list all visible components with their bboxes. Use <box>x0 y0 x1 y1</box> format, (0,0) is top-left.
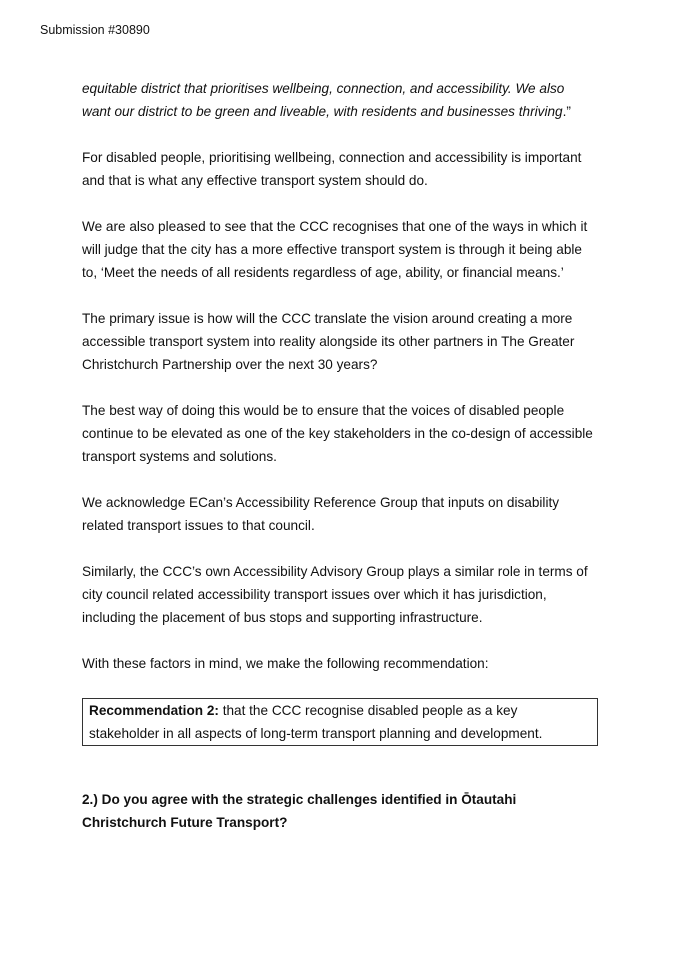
quote-line-italic: want our district to be green and liveable, with residents and businesses thriving <box>82 104 563 119</box>
question-line: Christchurch Future Transport? <box>82 815 288 830</box>
text-line: transport systems and solutions. <box>82 449 277 464</box>
quote-line: equitable district that prioritises wellbeing, connection, and accessibility. We also <box>82 81 565 96</box>
paragraph-ecan <box>82 491 602 537</box>
paragraph-factors <box>82 652 602 675</box>
text-line: will judge that the city has a more effective transport system is through it being able <box>82 242 582 257</box>
text-line: For disabled people, prioritising wellbeing, connection and accessibility is important <box>82 150 582 165</box>
text-line: The best way of doing this would be to ensure that the voices of disabled people <box>82 403 565 418</box>
recommendation-text: that the CCC recognise disabled people as a key <box>218 703 518 718</box>
paragraph-primary-issue <box>82 307 602 376</box>
recommendation-label: Recommendation 2: <box>89 703 219 718</box>
question-line: 2.) Do you agree with the strategic challenges identified in Ōtautahi <box>82 792 517 807</box>
recommendation-box <box>82 698 598 746</box>
text-line: city council related accessibility transport issues over which it has jurisdiction, <box>82 587 547 602</box>
text-line: Christchurch Partnership over the next 30 years? <box>82 357 378 372</box>
document-body <box>82 77 602 834</box>
text-line: accessible transport system into reality alongside its other partners in The Greater <box>82 334 575 349</box>
paragraph-advisory-group <box>82 560 602 629</box>
recommendation-line <box>89 699 591 722</box>
paragraph-wellbeing <box>82 146 602 192</box>
quote-line <box>82 100 602 123</box>
text-line: We acknowledge ECan’s Accessibility Reference Group that inputs on disability <box>82 495 560 510</box>
recommendation-line: stakeholder in all aspects of long-term transport planning and development. <box>89 726 543 741</box>
question-heading <box>82 788 602 834</box>
text-line: With these factors in mind, we make the following recommendation: <box>82 656 489 671</box>
submission-number: Submission #30890 <box>40 23 150 37</box>
text-line: The primary issue is how will the CCC translate the vision around creating a more <box>82 311 573 326</box>
text-line: to, ‘Meet the needs of all residents regardless of age, ability, or financial means.’ <box>82 265 564 280</box>
quote-close: .” <box>562 104 571 119</box>
text-line: including the placement of bus stops and supporting infrastructure. <box>82 610 483 625</box>
paragraph-best-way <box>82 399 602 468</box>
paragraph-effective-transport <box>82 215 602 284</box>
text-line: continue to be elevated as one of the key stakeholders in the co-design of accessible <box>82 426 593 441</box>
quote-paragraph <box>82 77 602 123</box>
text-line: We are also pleased to see that the CCC recognises that one of the ways in which it <box>82 219 588 234</box>
text-line: Similarly, the CCC’s own Accessibility Advisory Group plays a similar role in terms of <box>82 564 588 579</box>
text-line: and that is what any effective transport system should do. <box>82 173 428 188</box>
text-line: related transport issues to that council. <box>82 518 315 533</box>
